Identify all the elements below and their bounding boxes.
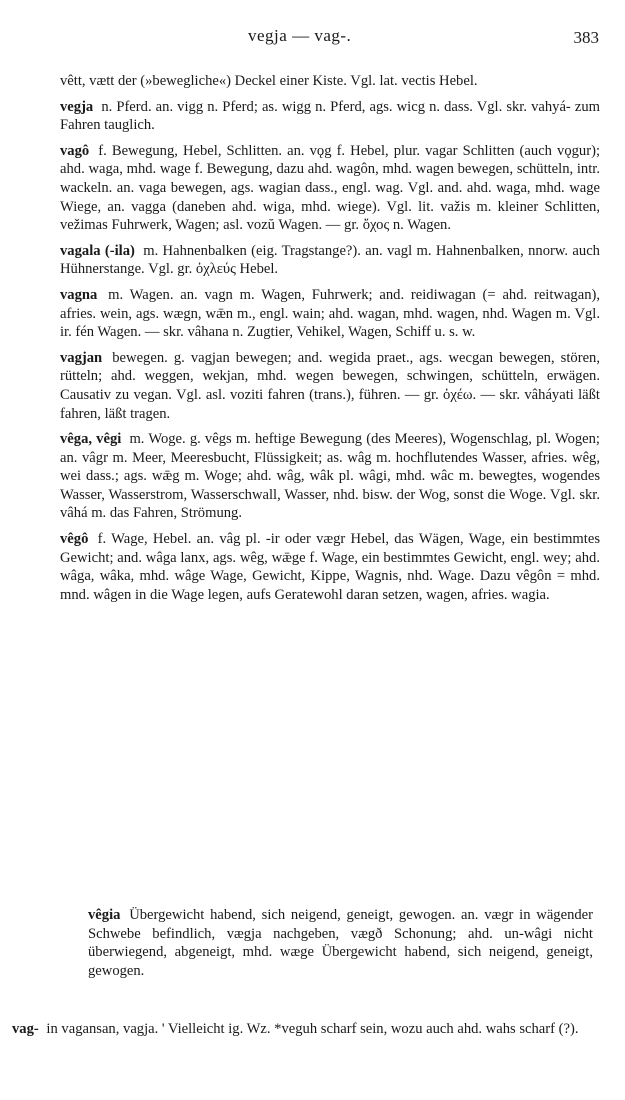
entries-column bbox=[60, 72, 600, 611]
entry-text: m. Woge. g. vêgs m. heftige Bewegung (des Meeres), Wogenschlag, pl. Wogen; an. vâgr m. Meer, Meeresbucht, Flüssigkeit; as. wâg m. hochflutendes Wasser, afries. wêg, wei dass.; ags. wǣg m. Woge; ahd. wâg, wâk pl. wâgi, mhd. wâc m. bewegtes, wogendes Wasser, Wasserstrom, Wasserschwall, Wasser, nhd. bisw. der Wog, sonst die Woge. Vgl. skr. vâhá m. das Fahren, Strömung. bbox=[60, 431, 600, 522]
page-number: 383 bbox=[573, 28, 599, 47]
sub-entry-text: Übergewicht habend, sich neigend, geneigt, gewogen. an. vægr in wägender Schwebe befindlich, vægja nachgeben, vægð Schonung; ahd. un-wâgi nicht überwiegend, abgeneigt, mhd. wæge Übergewicht habend, sich neigend, geneigt, gewogen. bbox=[88, 907, 594, 979]
entry-headword: vêga, vêgi bbox=[60, 431, 122, 448]
sub-entry-vegia bbox=[88, 906, 593, 980]
entry-text: vêtt, vætt der (»bewegliche«) Deckel einer Kiste. Vgl. lat. vectis Hebel. bbox=[60, 73, 478, 89]
entry-vagjan bbox=[60, 349, 600, 423]
entry-headword: vagna bbox=[60, 286, 98, 303]
entry-vagna bbox=[60, 286, 600, 342]
entry-text: bewegen. g. vagjan bewegen; and. wegida praet., ags. wecgan bewegen, stören, rütteln; ahd. weggen, wekjan, mhd. wegen bewegen, schwingen, schütteln, erwägen. Causativ zu vegan. Vgl. asl. voziti fahren (trans.), führen. — gr. ὀχέω. — skr. vâháyati läßt fahren, läßt tragen. bbox=[60, 349, 600, 422]
entry-text: n. Pferd. an. vigg n. Pferd; as. wigg n. Pferd, ags. wicg n. dass. Vgl. skr. vahyá- zum Fahren tauglich. bbox=[60, 98, 600, 134]
entry-text: in vagansan, vagja. ' Vielleicht ig. Wz. *veguh scharf sein, wozu auch ahd. wahs scharf (?). bbox=[46, 1021, 579, 1037]
entry-vago bbox=[60, 142, 600, 235]
running-head: vegja — vag-. bbox=[248, 26, 352, 45]
entry-text: m. Hahnenbalken (eig. Tragstange?). an. vagl m. Hahnenbalken, nnorw. auch Hühnerstange. Vgl. gr. ὀχλεύς Hebel. bbox=[60, 242, 600, 278]
entry-vag bbox=[12, 1020, 600, 1039]
entry-vagala bbox=[60, 242, 600, 279]
page-header bbox=[0, 26, 625, 52]
entry-text: f. Bewegung, Hebel, Schlitten. an. vǫg f. Hebel, plur. vagar Schlitten (auch vǫgur); ahd. waga, mhd. wage f. Bewegung, dazu ahd. wagôn, mhd. wagen bewegen, schütteln, intr. wackeln. an. vaga bewegen, ags. wagian dass., engl. wag. Vgl. and. ahd. waga, mhd. wage Wiege, an. vagga (daneben ahd. wiga, mhd. wiege). Vgl. lit. važis m. kleiner Schlitten, vežimas Fuhrwerk, Wagen; asl. vozŭ Wagen. — gr. ὄχος n. Wagen. bbox=[60, 142, 600, 234]
entry-headword: vagô bbox=[60, 142, 90, 159]
entry-text: m. Wagen. an. vagn m. Wagen, Fuhrwerk; and. reidiwagan (= ahd. reitwagan), afries. wein, ags. wægn, wǣn m., engl. wain; ahd. wagan, mhd. wagen, nhd. Wagen m. Vgl. ir. fén Wagen. — skr. vâhana n. Zugtier, Vehikel, Wagen, Schiff u. s. w. bbox=[60, 286, 601, 341]
entry-headword: vêgô bbox=[60, 531, 89, 548]
entry-vett bbox=[60, 72, 600, 91]
entry-headword: vag- bbox=[12, 1021, 39, 1037]
entry-headword: vegja bbox=[60, 98, 94, 115]
entry-headword: vagala (-ila) bbox=[60, 242, 135, 259]
entry-text: f. Wage, Hebel. an. vâg pl. -ir oder vægr Hebel, das Wägen, Wage, ein bestimmtes Gewicht; and. wâga lanx, ags. wêg, wǣge f. Wage, ein bestimmtes Gewicht, engl. wey; ahd. wâga, wâka, mhd. wâge Wage, Gewicht, Kippe, Wagnis, nhd. Wage. Dazu vêgôn = mhd. mnd. wâgen in die Wage legen, aufs Geratewohl daran setzen, wagen, afries. wagia. bbox=[60, 531, 600, 603]
entry-vega bbox=[60, 430, 600, 523]
entry-headword: vagjan bbox=[60, 349, 103, 366]
entry-vegoo bbox=[60, 530, 600, 604]
sub-entry-headword: vêgia bbox=[88, 907, 121, 923]
entry-vegja bbox=[60, 98, 600, 135]
